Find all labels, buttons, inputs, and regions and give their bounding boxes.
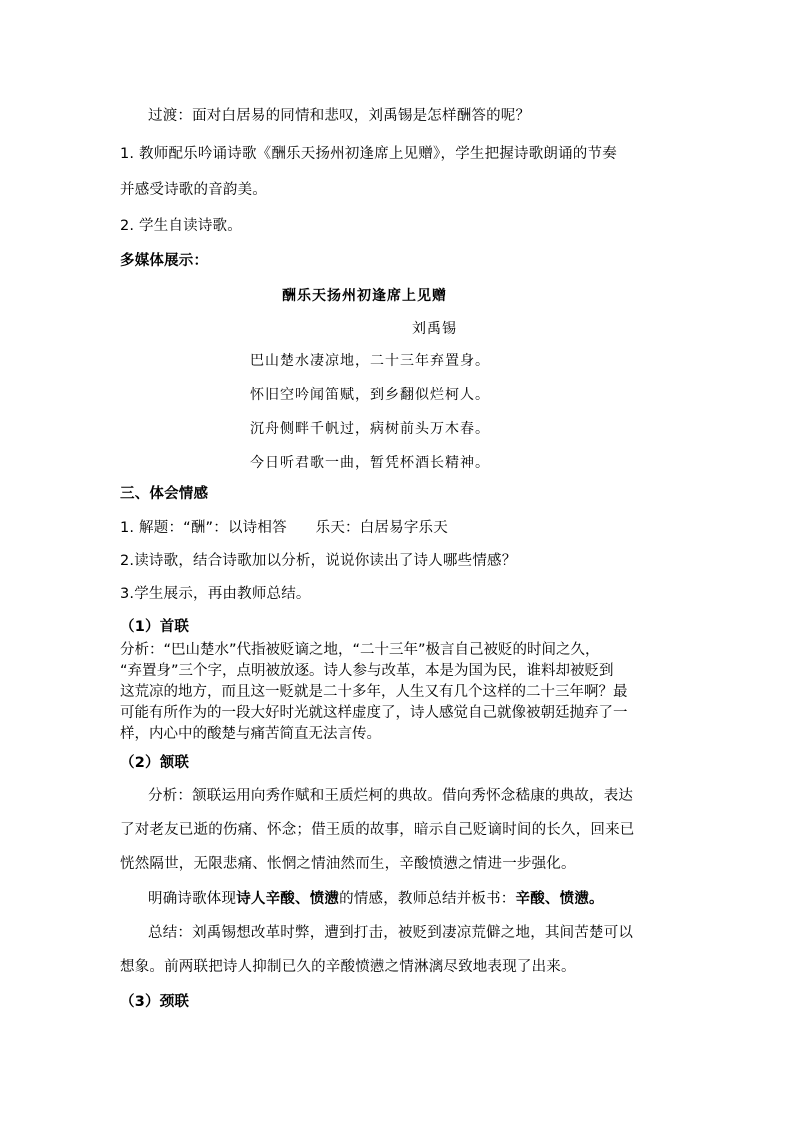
clarify-middle: 的情感，教师总结并板书： (339, 891, 516, 907)
poem-line-1: 巴山楚水凄凉地，二十三年弃置身。 (250, 353, 490, 369)
lian3-heading: （3）颈联 (120, 994, 190, 1010)
section3-heading: 三、体会情感 (120, 486, 209, 502)
lian2-analysis-line: 分析：颔联运用向秀作赋和王质烂柯的典故。借向秀怀念嵇康的典故，表达 (148, 788, 634, 804)
clarify-line (148, 889, 604, 909)
lian1-analysis-line: 这荒凉的地方，而且这一贬就是二十多年，人生又有几个这样的二十三年啊？最 (120, 684, 628, 700)
summary-line: 想象。前两联把诗人抑制已久的辛酸愤懑之情淋漓尽致地表现了出来。 (120, 959, 576, 975)
poem-line-2: 怀旧空吟闻笛赋，到乡翻似烂柯人。 (250, 387, 490, 403)
clarify-emphasis-1: 诗人辛酸、愤懑 (236, 891, 340, 907)
poem-author: 刘禹锡 (412, 321, 457, 337)
lian1-analysis-line: 样，内心中的酸楚与痛苦简直无法言传。 (120, 726, 381, 742)
lian2-analysis-line: 了对老友已逝的伤痛、怀念；借王质的故事，暗示自己贬谪时间的长久，回来已 (120, 822, 635, 838)
lian1-analysis-line: 可能有所作为的一段大好时光就这样虚度了，诗人感觉自己就像被朝廷抛弃了一 (120, 705, 628, 721)
clarify-prefix: 明确诗歌体现 (148, 891, 237, 907)
clarify-emphasis-2: 辛酸、愤懑。 (515, 891, 604, 907)
s3-item3: 3.学生展示，再由教师总结。 (120, 586, 311, 602)
s3-item1: 1. 解题：“酬”：以诗相答 乐天：白居易字乐天 (120, 520, 448, 536)
lian2-heading: （2）颔联 (120, 755, 190, 771)
poem-title: 酬乐天扬州初逢席上见赠 (282, 288, 447, 304)
lian1-analysis-line: “弃置身”三个字，点明被放逐。诗人参与改革，本是为国为民，谁料却被贬到 (120, 663, 614, 679)
lian1-heading: （1）首联 (120, 619, 190, 635)
lian1-analysis-line: 分析：“巴山楚水”代指被贬谪之地，“二十三年”极言自己被贬的时间之久， (120, 642, 600, 658)
s3-item2: 2.读诗歌，结合诗歌加以分析，说说你读出了诗人哪些情感？ (120, 553, 517, 569)
step1-line1: 1. 教师配乐吟诵诗歌《酬乐天扬州初逢席上见赠》，学生把握诗歌朗诵的节奏 (120, 146, 617, 162)
transition-text: 过渡：面对白居易的同情和悲叹，刘禹锡是怎样酬答的呢？ (148, 108, 531, 124)
summary-line: 总结：刘禹锡想改革时弊，遭到打击，被贬到凄凉荒僻之地，其间苦楚可以 (148, 925, 634, 941)
step1-line2: 并感受诗歌的音韵美。 (120, 182, 267, 198)
lian2-analysis-line: 恍然隔世，无限悲痛、怅惘之情油然而生，辛酸愤懑之情进一步强化。 (120, 856, 576, 872)
step2-text: 2. 学生自读诗歌。 (120, 218, 242, 234)
poem-line-4: 今日听君歌一曲，暂凭杯酒长精神。 (250, 455, 490, 471)
poem-line-3: 沉舟侧畔千帆过，病树前头万木春。 (250, 421, 490, 437)
multimedia-heading: 多媒体展示： (120, 253, 209, 269)
